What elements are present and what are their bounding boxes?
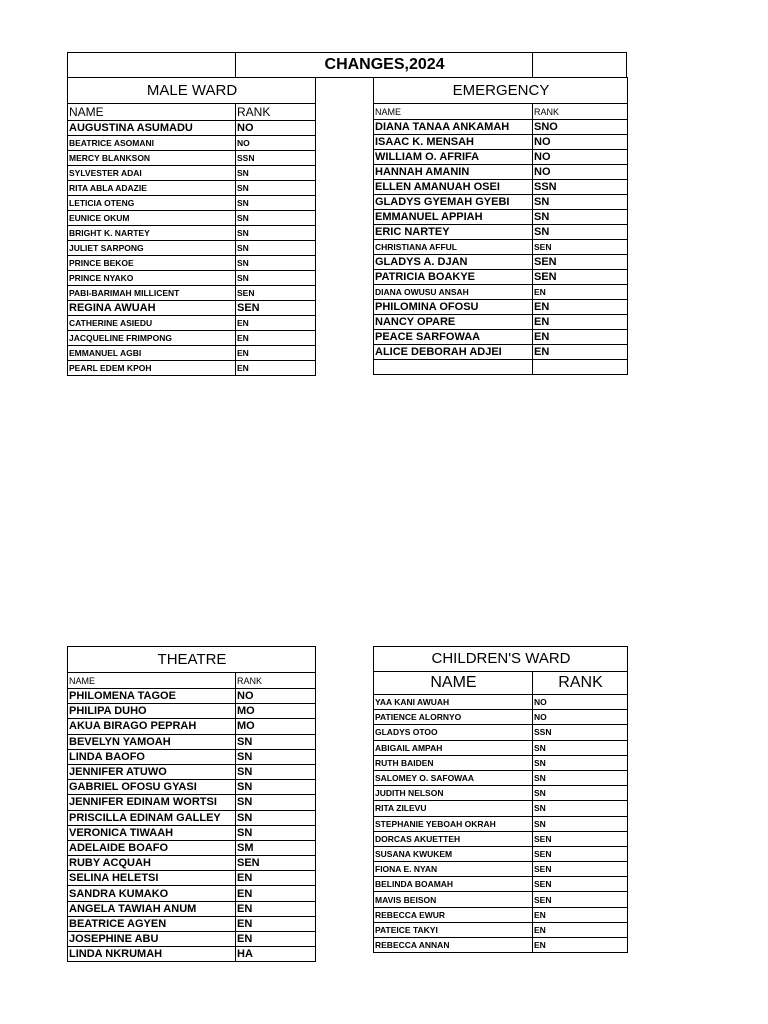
theatre-name-cell: GABRIEL OFOSU GYASI (68, 780, 236, 795)
theatre-row (68, 780, 316, 795)
male-ward-row (68, 151, 316, 166)
male-ward-name-cell: BRIGHT K. NARTEY (68, 226, 236, 241)
theatre-name-cell: PHILOMENA TAGOE (68, 689, 236, 704)
childrens-ward-name-cell: REBECCA ANNAN (374, 938, 533, 953)
childrens-ward-row (374, 892, 628, 907)
male-ward-row (68, 241, 316, 256)
emergency-name-cell: ISAAC K. MENSAH (374, 135, 533, 150)
theatre-row (68, 825, 316, 840)
childrens-ward-section (373, 646, 628, 953)
emergency-rank-cell (533, 360, 628, 375)
theatre-col-name: NAME (68, 673, 236, 689)
emergency-row (374, 315, 628, 330)
male-ward-col-rank: RANK (236, 104, 316, 121)
childrens-ward-name-cell: PATIENCE ALORNYO (374, 710, 533, 725)
theatre-rank-cell: SN (236, 810, 316, 825)
childrens-ward-row (374, 922, 628, 937)
male-ward-rank-cell: EN (236, 361, 316, 376)
theatre-row (68, 689, 316, 704)
theatre-rank-cell: EN (236, 916, 316, 931)
male-ward-rank-cell: NO (236, 121, 316, 136)
title-strip (67, 52, 627, 78)
male-ward-rank-cell: EN (236, 331, 316, 346)
male-ward-name-cell: CATHERINE ASIEDU (68, 316, 236, 331)
male-ward-row (68, 136, 316, 151)
emergency-rank-cell: SN (533, 195, 628, 210)
emergency-row (374, 150, 628, 165)
male-ward-rank-cell: SN (236, 241, 316, 256)
emergency-name-cell: PEACE SARFOWAA (374, 330, 533, 345)
theatre-name-cell: BEVELYN YAMOAH (68, 734, 236, 749)
male-ward-name-cell: JULIET SARPONG (68, 241, 236, 256)
childrens-ward-rank-cell: SN (533, 740, 628, 755)
emergency-name-cell (374, 360, 533, 375)
theatre-rank-cell: EN (236, 886, 316, 901)
childrens-ward-rank-cell: SEN (533, 877, 628, 892)
emergency-rank-cell: NO (533, 150, 628, 165)
theatre-header: THEATRE (68, 647, 316, 673)
male-ward-row (68, 181, 316, 196)
childrens-ward-row (374, 877, 628, 892)
childrens-ward-name-cell: GLADYS OTOO (374, 725, 533, 740)
childrens-ward-rank-cell: SN (533, 755, 628, 770)
emergency-rank-cell: EN (533, 315, 628, 330)
theatre-name-cell: SANDRA KUMAKO (68, 886, 236, 901)
childrens-ward-rank-cell: EN (533, 907, 628, 922)
male-ward-rank-cell: SEN (236, 286, 316, 301)
theatre-name-cell: JOSEPHINE ABU (68, 932, 236, 947)
theatre-row (68, 734, 316, 749)
emergency-rank-cell: NO (533, 135, 628, 150)
male-ward-name-cell: BEATRICE ASOMANI (68, 136, 236, 151)
emergency-row (374, 360, 628, 375)
theatre-name-cell: RUBY ACQUAH (68, 856, 236, 871)
theatre-rank-cell: EN (236, 871, 316, 886)
childrens-ward-name-cell: ABIGAIL AMPAH (374, 740, 533, 755)
theatre-rank-cell: MO (236, 704, 316, 719)
emergency-name-cell: GLADYS A. DJAN (374, 255, 533, 270)
theatre-rank-cell: SN (236, 780, 316, 795)
childrens-ward-row (374, 755, 628, 770)
childrens-ward-rank-cell: SN (533, 816, 628, 831)
childrens-ward-name-cell: JUDITH NELSON (374, 786, 533, 801)
theatre-section (67, 646, 316, 962)
childrens-ward-rank-cell: SN (533, 801, 628, 816)
emergency-row (374, 195, 628, 210)
emergency-row (374, 180, 628, 195)
male-ward-name-cell: RITA ABLA ADAZIE (68, 181, 236, 196)
male-ward-rank-cell: SN (236, 181, 316, 196)
male-ward-row (68, 211, 316, 226)
male-ward-name-cell: REGINA AWUAH (68, 301, 236, 316)
page-title: CHANGES,2024 (236, 53, 533, 78)
male-ward-row (68, 286, 316, 301)
emergency-row (374, 330, 628, 345)
childrens-ward-row (374, 816, 628, 831)
childrens-ward-rank-cell: SSN (533, 725, 628, 740)
emergency-name-cell: PHILOMINA OFOSU (374, 300, 533, 315)
emergency-name-cell: ERIC NARTEY (374, 225, 533, 240)
emergency-row (374, 120, 628, 135)
male-ward-row (68, 331, 316, 346)
theatre-rank-cell: SEN (236, 856, 316, 871)
male-ward-section (67, 77, 316, 376)
childrens-ward-row (374, 710, 628, 725)
male-ward-row (68, 121, 316, 136)
male-ward-row (68, 361, 316, 376)
male-ward-rank-cell: EN (236, 316, 316, 331)
childrens-ward-row (374, 786, 628, 801)
male-ward-name-cell: LETICIA OTENG (68, 196, 236, 211)
childrens-ward-col-rank: RANK (533, 672, 628, 695)
male-ward-rank-cell: SN (236, 271, 316, 286)
theatre-name-cell: VERONICA TIWAAH (68, 825, 236, 840)
theatre-name-cell: AKUA BIRAGO PEPRAH (68, 719, 236, 734)
childrens-ward-name-cell: SALOMEY O. SAFOWAA (374, 770, 533, 785)
male-ward-col-name: NAME (68, 104, 236, 121)
childrens-ward-rank-cell: SEN (533, 846, 628, 861)
theatre-row (68, 810, 316, 825)
emergency-name-cell: GLADYS GYEMAH GYEBI (374, 195, 533, 210)
theatre-row (68, 947, 316, 962)
male-ward-row (68, 301, 316, 316)
theatre-rank-cell: HA (236, 947, 316, 962)
emergency-col-name: NAME (374, 104, 533, 120)
emergency-rank-cell: SEN (533, 270, 628, 285)
theatre-name-cell: BEATRICE AGYEN (68, 916, 236, 931)
childrens-ward-rank-cell: SN (533, 786, 628, 801)
childrens-ward-table (373, 646, 628, 953)
childrens-ward-col-name: NAME (374, 672, 533, 695)
childrens-ward-rank-cell: NO (533, 710, 628, 725)
theatre-rank-cell: SN (236, 795, 316, 810)
theatre-rank-cell: SN (236, 734, 316, 749)
emergency-rank-cell: SN (533, 210, 628, 225)
theatre-row (68, 901, 316, 916)
male-ward-name-cell: EUNICE OKUM (68, 211, 236, 226)
male-ward-row (68, 316, 316, 331)
childrens-ward-rank-cell: SEN (533, 862, 628, 877)
childrens-ward-rank-cell: SEN (533, 831, 628, 846)
theatre-name-cell: JENNIFER EDINAM WORTSI (68, 795, 236, 810)
theatre-rank-cell: EN (236, 932, 316, 947)
emergency-rank-cell: SSN (533, 180, 628, 195)
theatre-row (68, 749, 316, 764)
male-ward-row (68, 226, 316, 241)
male-ward-row (68, 256, 316, 271)
theatre-rank-cell: SN (236, 749, 316, 764)
theatre-col-rank: RANK (236, 673, 316, 689)
male-ward-rank-cell: SN (236, 256, 316, 271)
male-ward-name-cell: PEARL EDEM KPOH (68, 361, 236, 376)
theatre-row (68, 932, 316, 947)
childrens-ward-rank-cell: EN (533, 922, 628, 937)
male-ward-name-cell: AUGUSTINA ASUMADU (68, 121, 236, 136)
emergency-name-cell: NANCY OPARE (374, 315, 533, 330)
emergency-row (374, 300, 628, 315)
emergency-row (374, 285, 628, 300)
male-ward-table (67, 77, 316, 376)
emergency-name-cell: WILLIAM O. AFRIFA (374, 150, 533, 165)
male-ward-row (68, 346, 316, 361)
emergency-name-cell: HANNAH AMANIN (374, 165, 533, 180)
emergency-name-cell: EMMANUEL APPIAH (374, 210, 533, 225)
male-ward-name-cell: MERCY BLANKSON (68, 151, 236, 166)
emergency-rank-cell: SNO (533, 120, 628, 135)
male-ward-name-cell: JACQUELINE FRIMPONG (68, 331, 236, 346)
childrens-ward-name-cell: FIONA E. NYAN (374, 862, 533, 877)
emergency-rank-cell: EN (533, 345, 628, 360)
theatre-row (68, 871, 316, 886)
childrens-ward-name-cell: STEPHANIE YEBOAH OKRAH (374, 816, 533, 831)
theatre-row (68, 764, 316, 779)
emergency-row (374, 240, 628, 255)
theatre-rank-cell: MO (236, 719, 316, 734)
childrens-ward-rank-cell: NO (533, 695, 628, 710)
male-ward-name-cell: PRINCE BEKOE (68, 256, 236, 271)
male-ward-name-cell: EMMANUEL AGBI (68, 346, 236, 361)
emergency-row (374, 135, 628, 150)
childrens-ward-name-cell: BELINDA BOAMAH (374, 877, 533, 892)
emergency-name-cell: ELLEN AMANUAH OSEI (374, 180, 533, 195)
childrens-ward-name-cell: RUTH BAIDEN (374, 755, 533, 770)
emergency-name-cell: CHRISTIANA AFFUL (374, 240, 533, 255)
childrens-ward-name-cell: YAA KANI AWUAH (374, 695, 533, 710)
male-ward-name-cell: PRINCE NYAKO (68, 271, 236, 286)
childrens-ward-row (374, 725, 628, 740)
male-ward-header: MALE WARD (68, 78, 316, 104)
emergency-table (373, 77, 628, 375)
theatre-rank-cell: SM (236, 840, 316, 855)
childrens-ward-name-cell: RITA ZILEVU (374, 801, 533, 816)
male-ward-row (68, 196, 316, 211)
emergency-row (374, 225, 628, 240)
childrens-ward-row (374, 907, 628, 922)
childrens-ward-row (374, 831, 628, 846)
emergency-row (374, 255, 628, 270)
childrens-ward-name-cell: PATEICE TAKYI (374, 922, 533, 937)
childrens-ward-row (374, 938, 628, 953)
male-ward-name-cell: SYLVESTER ADAI (68, 166, 236, 181)
male-ward-rank-cell: SEN (236, 301, 316, 316)
emergency-rank-cell: EN (533, 300, 628, 315)
male-ward-row (68, 271, 316, 286)
childrens-ward-name-cell: MAVIS BEISON (374, 892, 533, 907)
childrens-ward-name-cell: SUSANA KWUKEM (374, 846, 533, 861)
male-ward-rank-cell: NO (236, 136, 316, 151)
theatre-name-cell: ADELAIDE BOAFO (68, 840, 236, 855)
childrens-ward-name-cell: REBECCA EWUR (374, 907, 533, 922)
theatre-name-cell: ANGELA TAWIAH ANUM (68, 901, 236, 916)
theatre-row (68, 719, 316, 734)
childrens-ward-name-cell: DORCAS AKUETTEH (374, 831, 533, 846)
theatre-row (68, 886, 316, 901)
childrens-ward-rank-cell: SN (533, 770, 628, 785)
male-ward-name-cell: PABI-BARIMAH MILLICENT (68, 286, 236, 301)
emergency-header: EMERGENCY (374, 78, 628, 104)
male-ward-rank-cell: EN (236, 346, 316, 361)
childrens-ward-row (374, 846, 628, 861)
theatre-table (67, 646, 316, 962)
emergency-name-cell: PATRICIA BOAKYE (374, 270, 533, 285)
emergency-rank-cell: SN (533, 225, 628, 240)
childrens-ward-row (374, 740, 628, 755)
theatre-row (68, 840, 316, 855)
emergency-section (373, 77, 628, 375)
theatre-rank-cell: NO (236, 689, 316, 704)
emergency-name-cell: ALICE DEBORAH ADJEI (374, 345, 533, 360)
theatre-name-cell: JENNIFER ATUWO (68, 764, 236, 779)
male-ward-rank-cell: SSN (236, 151, 316, 166)
theatre-name-cell: PHILIPA DUHO (68, 704, 236, 719)
childrens-ward-row (374, 770, 628, 785)
emergency-row (374, 165, 628, 180)
male-ward-rank-cell: SN (236, 196, 316, 211)
title-table (67, 52, 627, 78)
theatre-name-cell: LINDA NKRUMAH (68, 947, 236, 962)
male-ward-rank-cell: SN (236, 166, 316, 181)
male-ward-row (68, 166, 316, 181)
childrens-ward-rank-cell: EN (533, 938, 628, 953)
emergency-name-cell: DIANA OWUSU ANSAH (374, 285, 533, 300)
theatre-rank-cell: EN (236, 901, 316, 916)
theatre-row (68, 704, 316, 719)
theatre-row (68, 795, 316, 810)
emergency-name-cell: DIANA TANAA ANKAMAH (374, 120, 533, 135)
theatre-name-cell: PRISCILLA EDINAM GALLEY (68, 810, 236, 825)
childrens-ward-row (374, 801, 628, 816)
theatre-name-cell: SELINA HELETSI (68, 871, 236, 886)
theatre-row (68, 916, 316, 931)
emergency-rank-cell: NO (533, 165, 628, 180)
emergency-row (374, 270, 628, 285)
emergency-rank-cell: EN (533, 285, 628, 300)
theatre-name-cell: LINDA BAOFO (68, 749, 236, 764)
theatre-rank-cell: SN (236, 825, 316, 840)
emergency-row (374, 210, 628, 225)
childrens-ward-header: CHILDREN'S WARD (374, 647, 628, 672)
emergency-col-rank: RANK (533, 104, 628, 120)
theatre-rank-cell: SN (236, 764, 316, 779)
theatre-row (68, 856, 316, 871)
emergency-rank-cell: SEN (533, 255, 628, 270)
male-ward-rank-cell: SN (236, 226, 316, 241)
childrens-ward-row (374, 695, 628, 710)
male-ward-rank-cell: SN (236, 211, 316, 226)
childrens-ward-row (374, 862, 628, 877)
emergency-row (374, 345, 628, 360)
childrens-ward-rank-cell: SEN (533, 892, 628, 907)
emergency-rank-cell: EN (533, 330, 628, 345)
emergency-rank-cell: SEN (533, 240, 628, 255)
